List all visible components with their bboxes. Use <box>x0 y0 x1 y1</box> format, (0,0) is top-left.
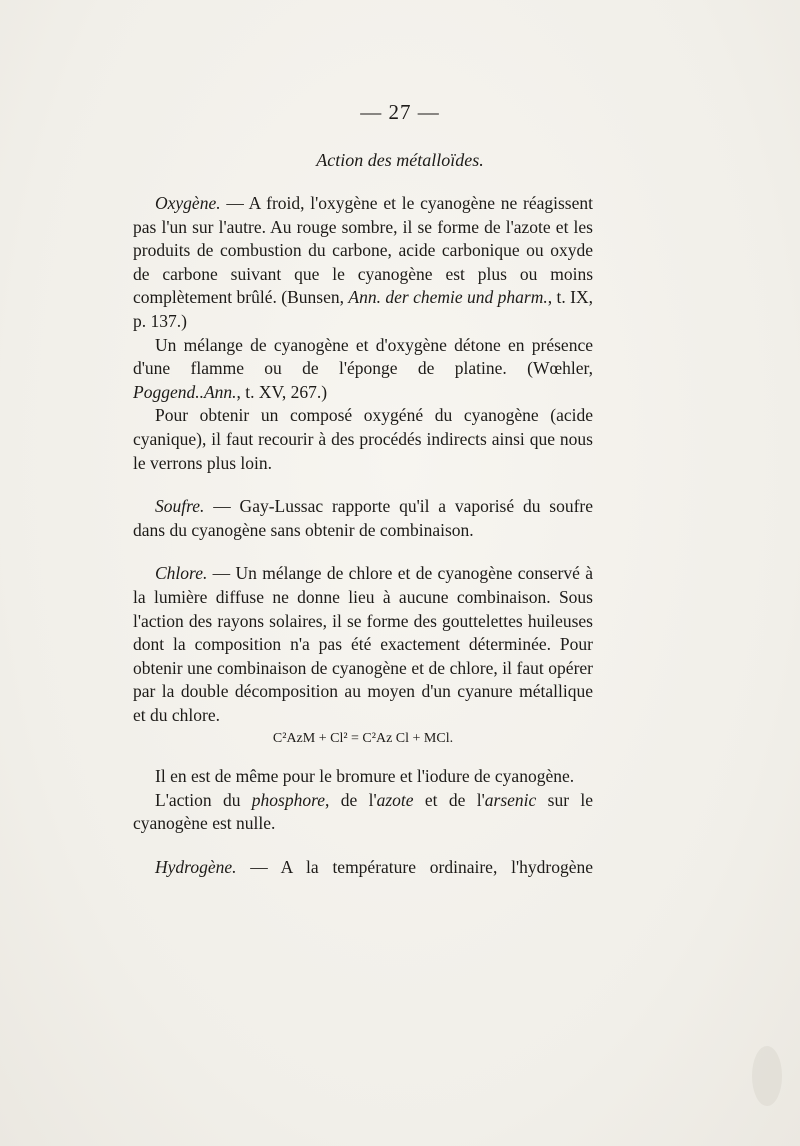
paragraph-text: L'action du <box>155 789 252 810</box>
paper-stain <box>752 1046 782 1106</box>
body-text <box>133 192 593 879</box>
paragraph-text: — A froid, l'oxygène et le cyanogène ne réagissent pas l'un sur l'autre. Au rouge sombre, il se forme de l'azote et les produits de combustion du carbone, acide carbonique ou oxyde de carbone suivant que le cyanogène est plus ou moins complètement brûlé. (Bunsen, <box>133 193 593 308</box>
section-heading: Action des métalloïdes. <box>316 150 484 170</box>
paragraph-bromure: Il en est de même pour le bromure et l'iodure de cyanogène. <box>155 766 575 787</box>
paragraph-text: , t. IX, p. 137.) <box>133 287 594 331</box>
term-chlore: Chlore. <box>155 563 208 584</box>
paragraph-text: sur le cyanogène est nulle. <box>133 789 593 834</box>
paragraph-hydrogene <box>133 856 593 880</box>
term-arsenic: arsenic <box>484 789 537 810</box>
paragraph-oxygene <box>133 192 593 334</box>
paragraph-text: , t. XV, 267.) <box>236 381 328 402</box>
paragraph-text: — Un mélange de chlore et de cyanogène conservé à la lumière diffuse ne donne lieu à aucune combinaison. Sous l'action des rayons solaires, il se forme des gouttelettes huileuses dont la composition n'a pas été exactement déterminée. Pour obtenir une combinaison de cyanogène et de chlore, il faut opérer par la double décomposition au moyen d'un cyanure métallique et du chlore. <box>133 563 593 725</box>
paragraph-melange <box>133 334 593 405</box>
paragraph-compose: Pour obtenir un composé oxygéné du cyanogène (acide cyanique), il faut recourir à des procédés indirects ainsi que nous le verrons plus loin. <box>133 405 593 473</box>
paragraph-text: — Gay-Lussac rapporte qu'il a vaporisé du soufre dans du cyanogène sans obtenir de combinaison. <box>133 496 593 540</box>
reference-title: Ann. der chemie und pharm. <box>348 287 548 308</box>
paragraph-text: , de l' <box>325 789 377 810</box>
term-azote: azote <box>376 789 414 810</box>
paragraph-soufre <box>133 495 593 542</box>
paragraph-phosphore <box>133 789 593 836</box>
term-soufre: Soufre. <box>155 496 205 517</box>
paragraph-text: — A la température ordinaire, l'hydrogène <box>236 856 593 877</box>
page-number: — 27 — <box>360 100 440 124</box>
paragraph-text: Un mélange de cyanogène et d'oxygène détone en présence d'une flamme ou de l'éponge de platine. (Wœhler, <box>133 334 593 379</box>
reference-title: Poggend..Ann. <box>133 381 237 402</box>
paragraph-text: et de l' <box>413 789 485 810</box>
chemical-formula: C²AzM + Cl² = C²Az Cl + MCl. <box>272 731 454 747</box>
paragraph-chlore <box>133 562 593 727</box>
term-phosphore: phosphore <box>251 789 326 810</box>
term-hydrogene: Hydrogène. <box>155 856 237 877</box>
term-oxygene: Oxygène. <box>155 193 221 213</box>
